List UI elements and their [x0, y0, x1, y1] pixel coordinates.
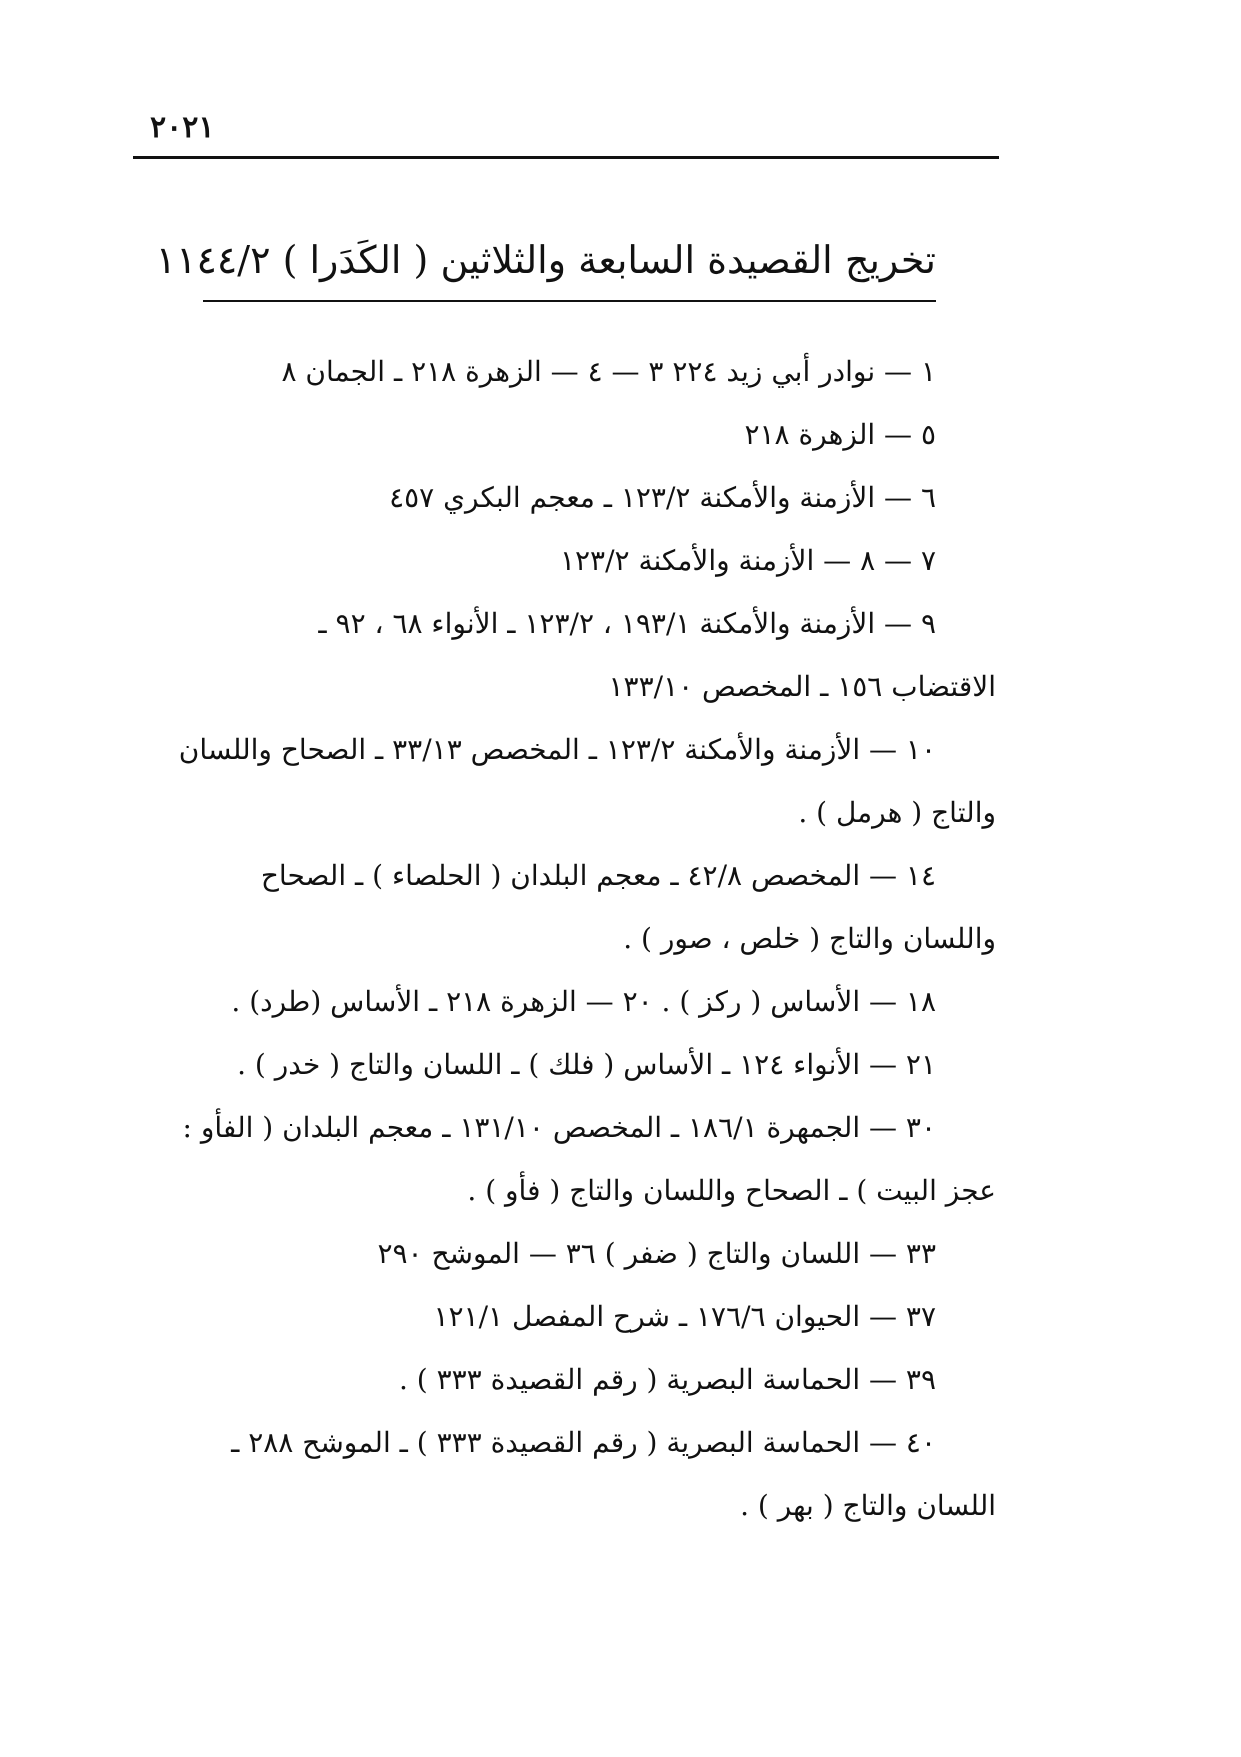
citation-entry: ٢١ — الأنواء ١٢٤ ـ الأساس ( فلك ) ـ اللسان والتاج ( خدر ) .	[237, 1048, 936, 1081]
title-underline	[203, 300, 936, 302]
citation-continuation: والتاج ( هرمل ) .	[798, 796, 996, 829]
citation-entry: ٥ — الزهرة ٢١٨	[744, 418, 936, 451]
citation-entry: ٣٣ — اللسان والتاج ( ضفر ) ٣٦ — الموشح ٢٩٠	[377, 1237, 936, 1270]
citation-list	[96, 340, 996, 1537]
citation-entry: ٣٠ — الجمهرة ١٨٦/١ ـ المخصص ١٣١/١٠ ـ معجم البلدان ( الفأو :	[182, 1111, 936, 1144]
citation-entry: ١٨ — الأساس ( ركز ) . ٢٠ — الزهرة ٢١٨ ـ الأساس (طرد) .	[231, 985, 936, 1018]
citation-entry: ٩ — الأزمنة والأمكنة ١٩٣/١ ، ١٢٣/٢ ـ الأنواء ٦٨ ، ٩٢ ـ	[318, 607, 936, 640]
citation-entry: ١٠ — الأزمنة والأمكنة ١٢٣/٢ ـ المخصص ٣٣/١٣ ـ الصحاح واللسان	[178, 733, 936, 766]
citation-continuation: اللسان والتاج ( بهر ) .	[740, 1489, 996, 1522]
citation-entry: ٧ — ٨ — الأزمنة والأمكنة ١٢٣/٢	[559, 544, 936, 577]
citation-entry: ١٤ — المخصص ٤٢/٨ ـ معجم البلدان ( الحلصاء ) ـ الصحاح	[260, 859, 936, 892]
citation-entry: ٣٧ — الحيوان ١٧٦/٦ ـ شرح المفصل ١٢١/١	[433, 1300, 936, 1333]
citation-continuation: واللسان والتاج ( خلص ، صور ) .	[623, 922, 996, 955]
header-rule	[133, 156, 999, 159]
section-title: تخريج القصيدة السابعة والثلاثين ( الكَدَرا ) ١١٤٤/٢	[155, 238, 936, 282]
citation-entry: ١ — نوادر أبي زيد ٢٢٤ ٣ — ٤ — الزهرة ٢١٨ ـ الجمان ٨	[281, 355, 936, 388]
citation-entry: ٤٠ — الحماسة البصرية ( رقم القصيدة ٣٣٣ ) ـ الموشح ٢٨٨ ـ	[231, 1426, 936, 1459]
page-number: ٢٠٢١	[150, 110, 215, 145]
citation-continuation: عجز البيت ) ـ الصحاح واللسان والتاج ( فأو ) .	[467, 1174, 996, 1207]
citation-entry: ٦ — الأزمنة والأمكنة ١٢٣/٢ ـ معجم البكري ٤٥٧	[389, 481, 936, 514]
citation-continuation: الاقتضاب ١٥٦ ـ المخصص ١٣٣/١٠	[608, 670, 996, 703]
citation-entry: ٣٩ — الحماسة البصرية ( رقم القصيدة ٣٣٣ ) .	[398, 1363, 936, 1396]
